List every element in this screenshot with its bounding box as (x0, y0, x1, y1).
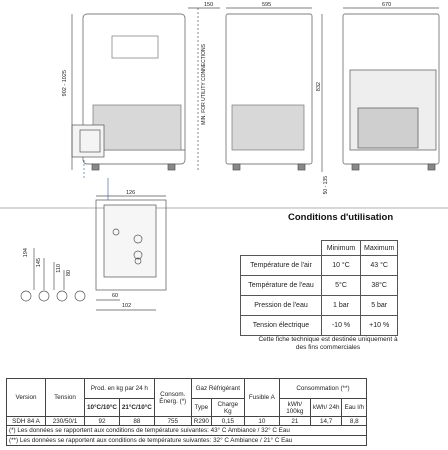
min-connections-label: MIN. FOR UTILITY CONNECTIONS (201, 44, 207, 125)
dim-595: 595 (262, 2, 272, 8)
dim-194: 194 (23, 248, 29, 258)
header-version: Version (7, 379, 46, 417)
dim-102: 102 (122, 303, 132, 309)
dim-80: 80 (66, 270, 72, 277)
dim-60: 60 (112, 293, 119, 299)
dim-670: 670 (382, 2, 392, 8)
conditions-table (240, 240, 398, 336)
header-prod-a: 10°C/10°C (85, 399, 120, 417)
header-prod-b: 21°C/10°C (119, 399, 154, 417)
spec-table (6, 378, 367, 446)
dim-150: 150 (204, 2, 214, 8)
header-kwh100: kWh/ 100kg (279, 399, 310, 417)
table-row: Tension électrique -10 % +10 % (241, 316, 398, 336)
footnote-1: (*) Les données se rapportent aux conditions de température suivantes: 43° C Ambiance / 32° C Eau (7, 426, 367, 436)
dim-feet: 50 - 135 (323, 176, 329, 195)
header-maximum: Maximum (361, 241, 398, 256)
conditions-note: Cette fiche technique est destinée uniquement à des fins commerciales (258, 336, 398, 351)
header-gaz: Gaz Réfrigérant (191, 379, 244, 399)
table-row: Pression de l'eau 1 bar 5 bar (241, 296, 398, 316)
footnote-2: (**) Les données se rapportent aux conditions de température suivantes: 32° C Ambiance / 21° C Eau (7, 436, 367, 446)
header-fusible: Fusible A (244, 379, 279, 417)
header-prod: Prod. en kg par 24 h (85, 379, 155, 399)
header-eau: Eau l/h (342, 399, 367, 417)
header-consommation: Consommation (**) (279, 379, 366, 399)
table-row: SDH 84 A 230/50/1 92 88 755 R290 0,15 10 21 14,7 8,8 (7, 417, 367, 426)
dim-110: 110 (56, 264, 62, 273)
header-type: Type (191, 399, 211, 417)
header-charge: Charge Kg (211, 399, 244, 417)
table-row: Température de l'air 10 °C 43 °C (241, 256, 398, 276)
header-consom: Consom. Énerg. (*) (154, 379, 191, 417)
header-minimum: Minimum (322, 241, 361, 256)
table-row: Température de l'eau 5°C 38°C (241, 276, 398, 296)
dim-height-front: 902 - 1025 (62, 70, 68, 97)
dim-145: 145 (36, 258, 42, 268)
header-tension: Tension (46, 379, 85, 417)
header-kwh24: kWh/ 24h (310, 399, 342, 417)
dim-126: 126 (126, 190, 136, 196)
conditions-title: Conditions d'utilisation (288, 212, 394, 223)
dim-832: 832 (316, 82, 322, 92)
